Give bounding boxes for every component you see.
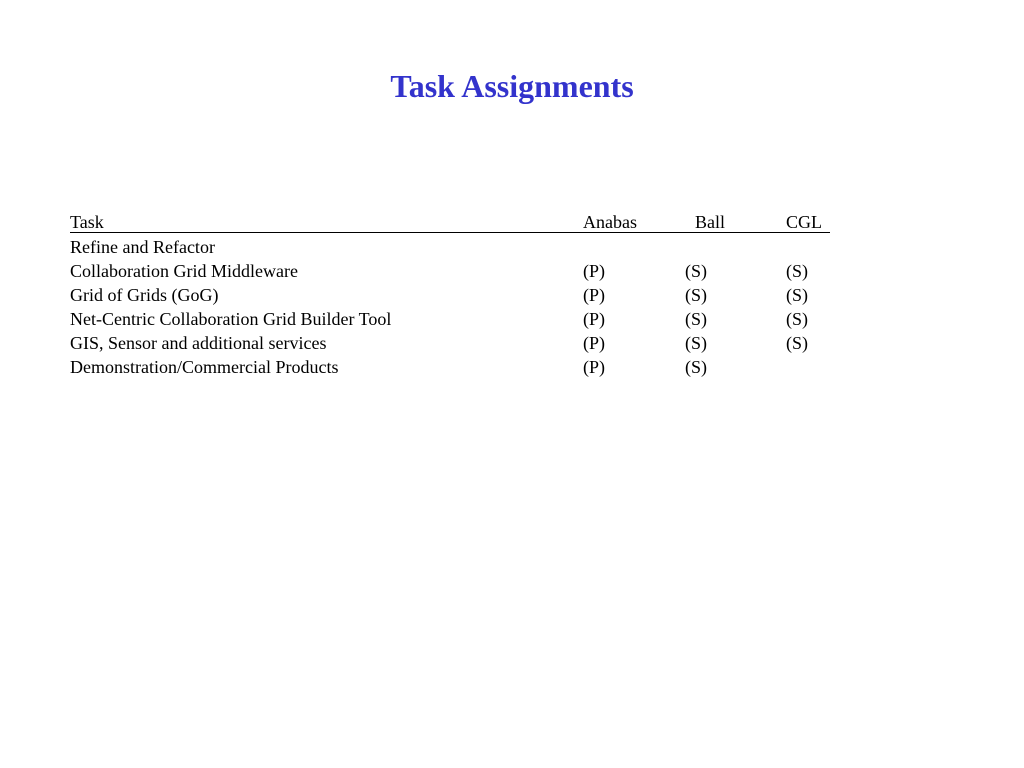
ball-cell: (S) [685, 309, 707, 329]
header-task: Task [70, 212, 104, 232]
cgl-cell: (S) [786, 333, 808, 353]
anabas-cell: (P) [583, 261, 605, 281]
table-row [70, 235, 830, 259]
task-cell: Demonstration/Commercial Products [70, 357, 339, 377]
cgl-cell: (S) [786, 261, 808, 281]
header-ball: Ball [695, 212, 725, 232]
table-row [70, 355, 830, 379]
table-row [70, 331, 830, 355]
task-cell: GIS, Sensor and additional services [70, 333, 327, 353]
anabas-cell: (P) [583, 333, 605, 353]
task-assignment-table [70, 210, 830, 379]
table-header-row [70, 210, 830, 233]
cgl-cell: (S) [786, 309, 808, 329]
task-cell: Grid of Grids (GoG) [70, 285, 219, 305]
ball-cell: (S) [685, 261, 707, 281]
anabas-cell: (P) [583, 285, 605, 305]
header-anabas: Anabas [583, 212, 637, 232]
table-row [70, 259, 830, 283]
table-row [70, 283, 830, 307]
cgl-cell: (S) [786, 285, 808, 305]
page-title: Task Assignments [390, 68, 634, 104]
ball-cell: (S) [685, 333, 707, 353]
anabas-cell: (P) [583, 357, 605, 377]
task-cell: Collaboration Grid Middleware [70, 261, 298, 281]
ball-cell: (S) [685, 357, 707, 377]
anabas-cell: (P) [583, 309, 605, 329]
task-cell: Refine and Refactor [70, 237, 215, 257]
ball-cell: (S) [685, 285, 707, 305]
task-cell: Net-Centric Collaboration Grid Builder Tool [70, 309, 392, 329]
table-row [70, 307, 830, 331]
header-cgl: CGL [786, 212, 822, 232]
